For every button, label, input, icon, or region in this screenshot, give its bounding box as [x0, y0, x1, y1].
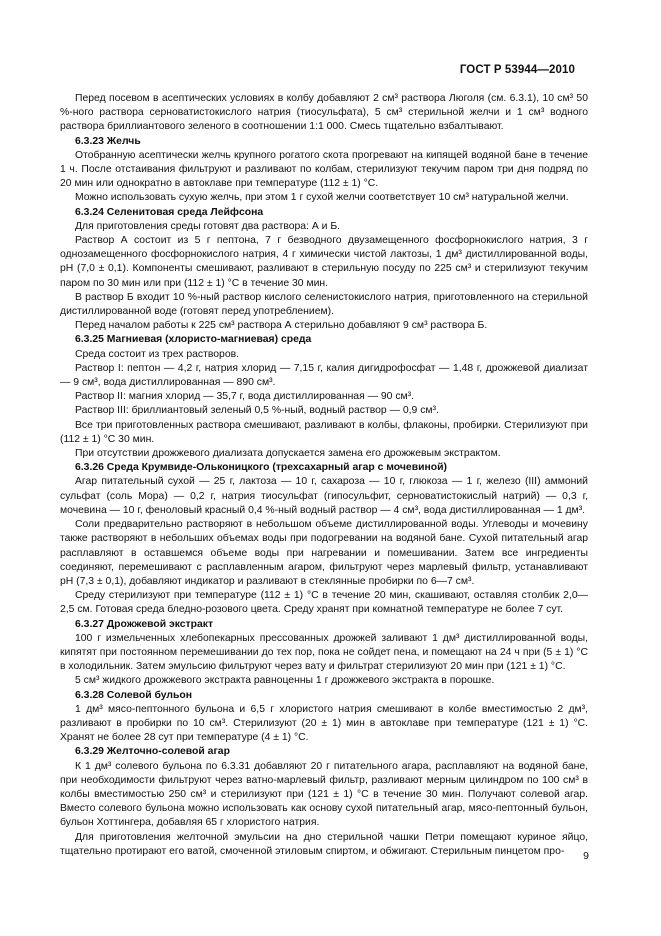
section-heading: 6.3.25 Магниевая (хлористо-магниевая) среда	[75, 334, 312, 346]
paragraph: Агар питательный сухой — 25 г, лактоза — 10 г, сахароза — 10 г, глюкоза — 1 г, железо (III) аммоний сульфат (соль Мора) — 0,2 г, натрия тиосульфат (гипосульфит, серноватистокислый натрий) — 0,3 г, мочевина — 10 г, феноловый красный 0,4 %-ный водный раствор — 4 см³, вода дистиллированная — 1 дм³.	[60, 476, 588, 516]
document-body	[60, 92, 588, 859]
paragraph: 1 дм³ мясо-пептонного бульона и 6,5 г хлористого натрия смешивают в колбе вместимостью 2 дм³, разливают в пробирки по 10 см³. Стерилизуют (20 ± 1) мин в автоклаве при температуре (121 ± 1) °С. Хранят не более 28 сут при температуре (4 ± 1) °С.	[60, 703, 588, 744]
paragraph: Среда состоит из трех растворов.	[75, 348, 240, 360]
section-heading: 6.3.24 Селенитовая среда Лейфсона	[75, 206, 264, 218]
paragraph: 100 г измельченных хлебопекарных прессованных дрожжей заливают 1 дм³ дистиллированной воды, кипятят при постоянном перемешивании до тех пор, пока не сойдет пена, и помещают на 24 ч при (5 ± 1) °С в холодильник. Затем эмульсию фильтруют через вату и фильтрат стерилизуют 20 мин при (121 ± 1) °С.	[60, 632, 588, 673]
paragraph: Все три приготовленных раствора смешивают, разливают в колбы, флаконы, пробирки. Стерилизуют при (112 ± 1) °С 30 мин.	[60, 419, 588, 445]
paragraph: Перед началом работы к 225 см³ раствора А стерильно добавляют 9 см³ раствора Б.	[75, 320, 488, 332]
paragraph: Раствор II: магния хлорид — 35,7 г, вода дистиллированная — 90 см³.	[75, 391, 415, 403]
paragraph: Отобранную асептически желчь крупного рогатого скота прогревают на кипящей водяной бане в течение 1 ч. После отстаивания фильтруют и разливают по колбам, стерилизуют текучим паром три дня подряд по 20 мин или однократно в автоклаве при температуре (112 ± 1) °С.	[60, 149, 588, 190]
paragraph: Можно использовать сухую желчь, при этом 1 г сухой желчи соответствует 10 см³ натуральной желчи.	[75, 192, 569, 204]
standard-header: ГОСТ Р 53944—2010	[459, 64, 575, 76]
section-heading: 6.3.26 Среда Крумвиде-Ольконицкого (трехсахарный агар с мочевиной)	[75, 462, 447, 474]
paragraph: Среду стерилизуют при температуре (112 ± 1) °С в течение 20 мин, скашивают, оставляя столбик 2,0—2,5 см. Готовая среда бледно-розового цвета. Среду хранят при комнатной температуре не более 7 сут.	[60, 590, 588, 616]
paragraph: Для приготовления среды готовят два раствора: А и Б.	[75, 220, 341, 232]
section-heading: 6.3.23 Желчь	[75, 135, 141, 147]
paragraph: При отсутствии дрожжевого диализата допускается замена его дрожжевым экстрактом.	[75, 448, 501, 460]
paragraph: Для приготовления желточной эмульсии на дно стерильной чашки Петри помещают куриное яйцо, тщательно протирают его ватой, смоченной этиловым спиртом, и обжигают. Стерильным пинцетом про-	[60, 831, 588, 857]
paragraph: 5 см³ жидкого дрожжевого экстракта равноценны 1 г дрожжевого экстракта в порошке.	[75, 675, 495, 687]
section-heading: 6.3.29 Желточно-солевой агар	[75, 746, 230, 758]
paragraph: Раствор I: пептон — 4,2 г, натрия хлорид — 7,15 г, калия дигидрофосфат — 1,48 г, дрожжевой диализат — 9 см³, вода дистиллированная — 890 см³.	[60, 362, 588, 389]
paragraph: В раствор Б входит 10 %-ный раствор кислого селенистокислого натрия, приготовленного на стерильной дистиллированной воде (готовят перед употреблением).	[60, 291, 588, 318]
paragraph: Соли предварительно растворяют в небольшом объеме дистиллированной воды. Углеводы и мочевину также растворяют в небольших объемах воды при подогревании на водяной бане. Сухой питательный агар расплавляют в оставшемся объеме воды при нагревании и помешивании. Затем все ингредиенты соединяют, перемешивают с расплавленным агаром, фильтруют через марлевый фильтр, устанавливают рН (7,3 ± 0,1), добавляют индикатор и разливают в стеклянные пробирки по 6—7 см³.	[60, 519, 588, 587]
paragraph: Раствор А состоит из 5 г пептона, 7 г безводного двузамещенного фосфорнокислого натрия, 3 г однозамещенного фосфорнокислого натрия, 4 г химически чистой лактозы, 1 дм³ дистиллированной воды, рН (7,0 ± 0,1). Компоненты смешивают, разливают в стерильную посуду по 225 см³ и стерилизуют текучим паром по 30 мин или при (112 ± 1) °С в течение 30 мин.	[60, 235, 588, 289]
section-heading: 6.3.27 Дрожжевой экстракт	[75, 618, 214, 630]
paragraph: Перед посевом в асептических условиях в колбу добавляют 2 см³ раствора Люголя (см. 6.3.1), 10 см³ 50 %-ного раствора серноватистокислого натрия (тиосульфата), 5 см³ стерильной желчи и 1 см³ водного раствора бриллиантового зеленого в соотношении 1:1 000. Смесь тщательно взбалтывают.	[60, 93, 588, 133]
paragraph: К 1 дм³ солевого бульона по 6.3.31 добавляют 20 г питательного агара, расплавляют на водяной бане, при необходимости фильтруют через ватно-марлевый фильтр, разливают мерным цилиндром по 100 см³ в колбы вместимостью 250 см³ и стерилизуют при (121 ± 1) °С в течение 30 мин. Получают солевой агар. Вместо солевого бульона можно использовать как основу сухой питательный агар, мясо-пептонный бульон, бульон Хоттингера, добавляя 65 г хлористого натрия.	[60, 760, 588, 829]
paragraph: Раствор III: бриллиантовый зеленый 0,5 %-ный, водный раствор — 0,9 см³.	[75, 405, 439, 417]
page-number: 9	[583, 850, 589, 862]
section-heading: 6.3.28 Солевой бульон	[75, 689, 193, 701]
